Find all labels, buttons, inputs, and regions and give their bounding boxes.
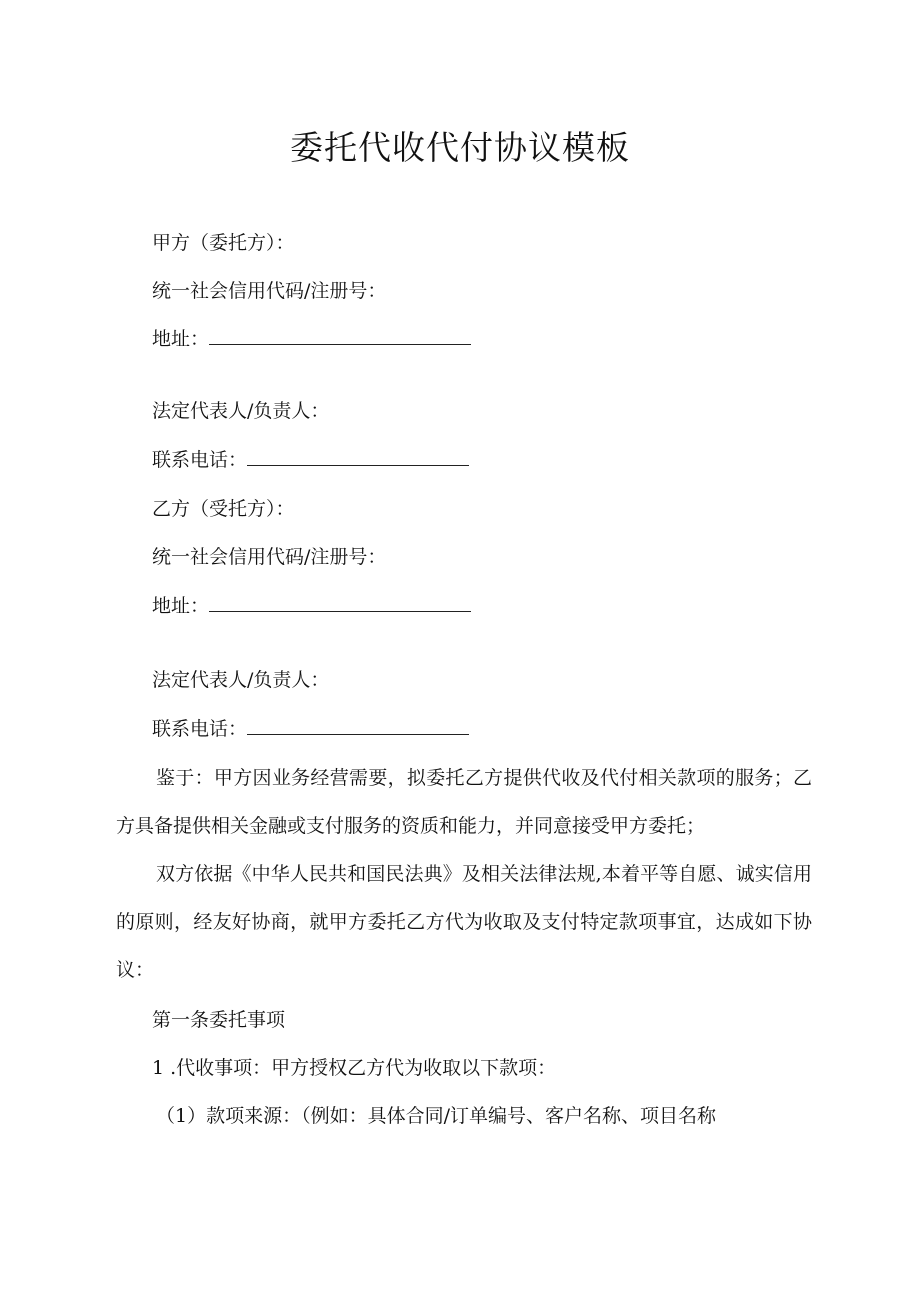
party-a-credit-code-label: 统一社会信用代码/注册号： xyxy=(152,280,387,302)
party-b-phone-row xyxy=(152,715,469,743)
party-b-address-row xyxy=(152,592,471,620)
party-a-address-label: 地址： xyxy=(152,328,210,350)
party-a-heading: 甲方（委托方）： xyxy=(152,232,295,254)
recital-paragraph-2: 双方依据《中华人民共和国民法典》及相关法律法规,本着平等自愿、诚实信用的原则，经友好协商，就甲方委托乙方代为收取及支付特定款项事宜，达成如下协议： xyxy=(116,863,812,981)
party-a-phone-label: 联系电话： xyxy=(152,449,248,471)
clause-1: 1 .代收事项：甲方授权乙方代为收取以下款项： xyxy=(152,1057,557,1079)
article-1-heading: 第一条委托事项 xyxy=(152,1009,286,1031)
party-b-credit-code-label: 统一社会信用代码/注册号： xyxy=(152,546,387,568)
party-b-address-label: 地址： xyxy=(152,595,210,617)
party-a-phone-blank[interactable] xyxy=(247,447,469,466)
document-title: 委托代收代付协议模板 xyxy=(290,128,630,167)
recital-paragraph-1: 鉴于：甲方因业务经营需要，拟委托乙方提供代收及代付相关款项的服务；乙方具备提供相关金融或支付服务的资质和能力，并同意接受甲方委托； xyxy=(116,767,812,837)
party-b-address-blank[interactable] xyxy=(209,593,471,612)
party-b-heading: 乙方（受托方）： xyxy=(152,498,295,520)
party-a-address-blank[interactable] xyxy=(209,326,471,345)
clause-1-1: （1）款项来源：（例如：具体合同/订单编号、客户名称、项目名称 xyxy=(156,1105,716,1127)
party-b-legal-rep-label: 法定代表人/负责人： xyxy=(152,669,330,691)
party-b-phone-blank[interactable] xyxy=(247,716,469,735)
party-a-address-row xyxy=(152,325,471,353)
party-a-phone-row xyxy=(152,446,469,474)
party-a-legal-rep-label: 法定代表人/负责人： xyxy=(152,400,330,422)
party-b-phone-label: 联系电话： xyxy=(152,718,248,740)
